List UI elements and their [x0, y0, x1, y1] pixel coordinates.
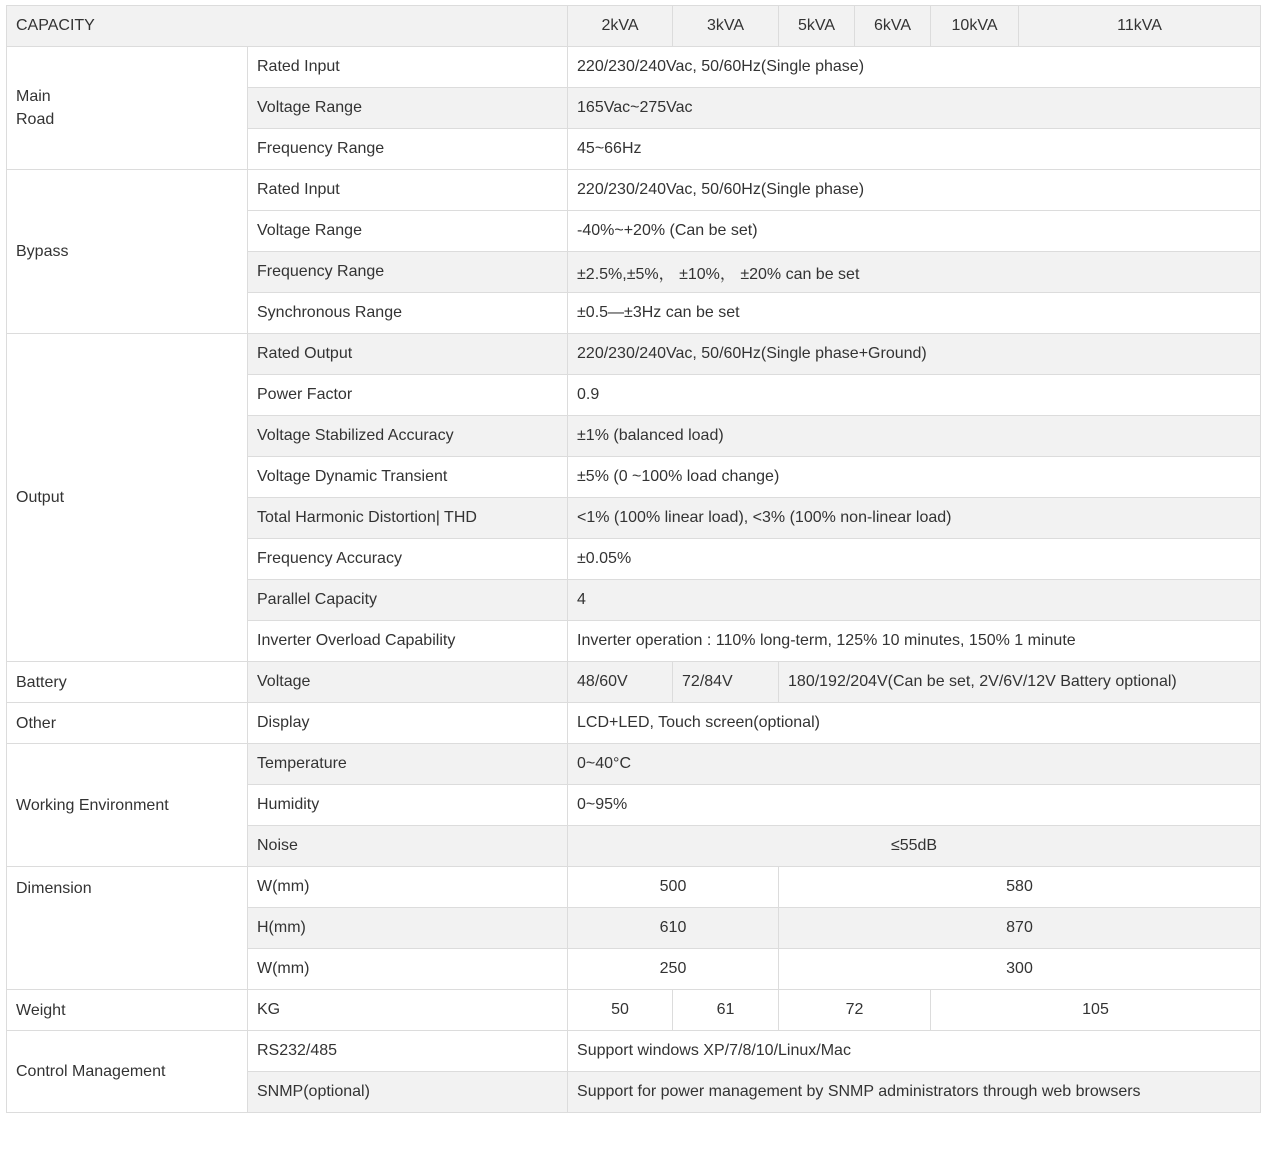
weight-10-11kva: 105 — [931, 990, 1261, 1031]
group-other: Other — [7, 703, 248, 744]
dimension-small: 250 — [568, 949, 779, 990]
table-row — [7, 1031, 1261, 1072]
row-value: 0~40°C — [568, 744, 1261, 785]
row-value: 0.9 — [568, 375, 1261, 416]
weight-2kva: 50 — [568, 990, 673, 1031]
group-dimension: Dimension — [7, 867, 248, 990]
table-row — [7, 867, 1261, 908]
spec-table — [6, 5, 1261, 1113]
group-control-management: Control Management — [7, 1031, 248, 1113]
row-label: Voltage Dynamic Transient — [248, 457, 568, 498]
row-value: 220/230/240Vac, 50/60Hz(Single phase) — [568, 170, 1261, 211]
row-label: H(mm) — [248, 908, 568, 949]
group-output: Output — [7, 334, 248, 662]
group-battery: Battery — [7, 662, 248, 703]
row-label: Rated Input — [248, 47, 568, 88]
header-row — [7, 6, 1261, 47]
row-label: SNMP(optional) — [248, 1072, 568, 1113]
model-5kva: 5kVA — [779, 6, 855, 47]
row-value: 4 — [568, 580, 1261, 621]
group-bypass: Bypass — [7, 170, 248, 334]
model-3kva: 3kVA — [673, 6, 779, 47]
table-row — [7, 662, 1261, 703]
row-label: Noise — [248, 826, 568, 867]
group-label: Main — [16, 88, 51, 105]
battery-value-6-11kva: 180/192/204V(Can be set, 2V/6V/12V Battery optional) — [779, 662, 1261, 703]
dimension-large: 870 — [779, 908, 1261, 949]
model-2kva: 2kVA — [568, 6, 673, 47]
row-value: Support windows XP/7/8/10/Linux/Mac — [568, 1031, 1261, 1072]
row-label: Frequency Range — [248, 252, 568, 293]
row-label: Rated Input — [248, 170, 568, 211]
row-label: Frequency Accuracy — [248, 539, 568, 580]
weight-5-6kva: 72 — [779, 990, 931, 1031]
row-value: 220/230/240Vac, 50/60Hz(Single phase+Ground) — [568, 334, 1261, 375]
battery-value-5kva: 72/84V — [673, 662, 779, 703]
row-label: Voltage Range — [248, 88, 568, 129]
row-label: Temperature — [248, 744, 568, 785]
row-label: Synchronous Range — [248, 293, 568, 334]
row-label: Power Factor — [248, 375, 568, 416]
row-label: RS232/485 — [248, 1031, 568, 1072]
row-value: ±0.5—±3Hz can be set — [568, 293, 1261, 334]
weight-3kva: 61 — [673, 990, 779, 1031]
table-row — [7, 170, 1261, 211]
battery-value-2-3kva: 48/60V — [568, 662, 673, 703]
row-label: Rated Output — [248, 334, 568, 375]
row-value: LCD+LED, Touch screen(optional) — [568, 703, 1261, 744]
table-row — [7, 703, 1261, 744]
row-label: Voltage Stabilized Accuracy — [248, 416, 568, 457]
row-label: W(mm) — [248, 949, 568, 990]
model-10kva: 10kVA — [931, 6, 1019, 47]
row-value: 220/230/240Vac, 50/60Hz(Single phase) — [568, 47, 1261, 88]
row-label: W(mm) — [248, 867, 568, 908]
row-label: Voltage Range — [248, 211, 568, 252]
row-label: Parallel Capacity — [248, 580, 568, 621]
row-value: ±2.5%,±5%， ±10%， ±20% can be set — [568, 252, 1261, 293]
row-label: Voltage — [248, 662, 568, 703]
row-value: Support for power management by SNMP administrators through web browsers — [568, 1072, 1261, 1113]
group-label: Road — [16, 111, 55, 128]
row-label: Frequency Range — [248, 129, 568, 170]
row-value: -40%~+20% (Can be set) — [568, 211, 1261, 252]
row-value: ±0.05% — [568, 539, 1261, 580]
row-label: KG — [248, 990, 568, 1031]
row-value: Inverter operation : 110% long-term, 125% 10 minutes, 150% 1 minute — [568, 621, 1261, 662]
group-main-road — [7, 47, 248, 170]
table-row — [7, 744, 1261, 785]
group-weight: Weight — [7, 990, 248, 1031]
model-6kva: 6kVA — [855, 6, 931, 47]
group-working-environment: Working Environment — [7, 744, 248, 867]
dimension-small: 500 — [568, 867, 779, 908]
table-row — [7, 990, 1261, 1031]
row-label: Humidity — [248, 785, 568, 826]
dimension-large: 580 — [779, 867, 1261, 908]
row-value: 165Vac~275Vac — [568, 88, 1261, 129]
row-value: ±1% (balanced load) — [568, 416, 1261, 457]
dimension-small: 610 — [568, 908, 779, 949]
table-row — [7, 334, 1261, 375]
row-label: Total Harmonic Distortion| THD — [248, 498, 568, 539]
row-label: Display — [248, 703, 568, 744]
row-value: <1% (100% linear load), <3% (100% non-linear load) — [568, 498, 1261, 539]
table-row — [7, 47, 1261, 88]
row-value: 45~66Hz — [568, 129, 1261, 170]
dimension-large: 300 — [779, 949, 1261, 990]
row-value: ±5% (0 ~100% load change) — [568, 457, 1261, 498]
row-value: 0~95% — [568, 785, 1261, 826]
row-value: ≤55dB — [568, 826, 1261, 867]
row-label: Inverter Overload Capability — [248, 621, 568, 662]
model-11kva: 11kVA — [1019, 6, 1261, 47]
capacity-label: CAPACITY — [7, 6, 568, 47]
